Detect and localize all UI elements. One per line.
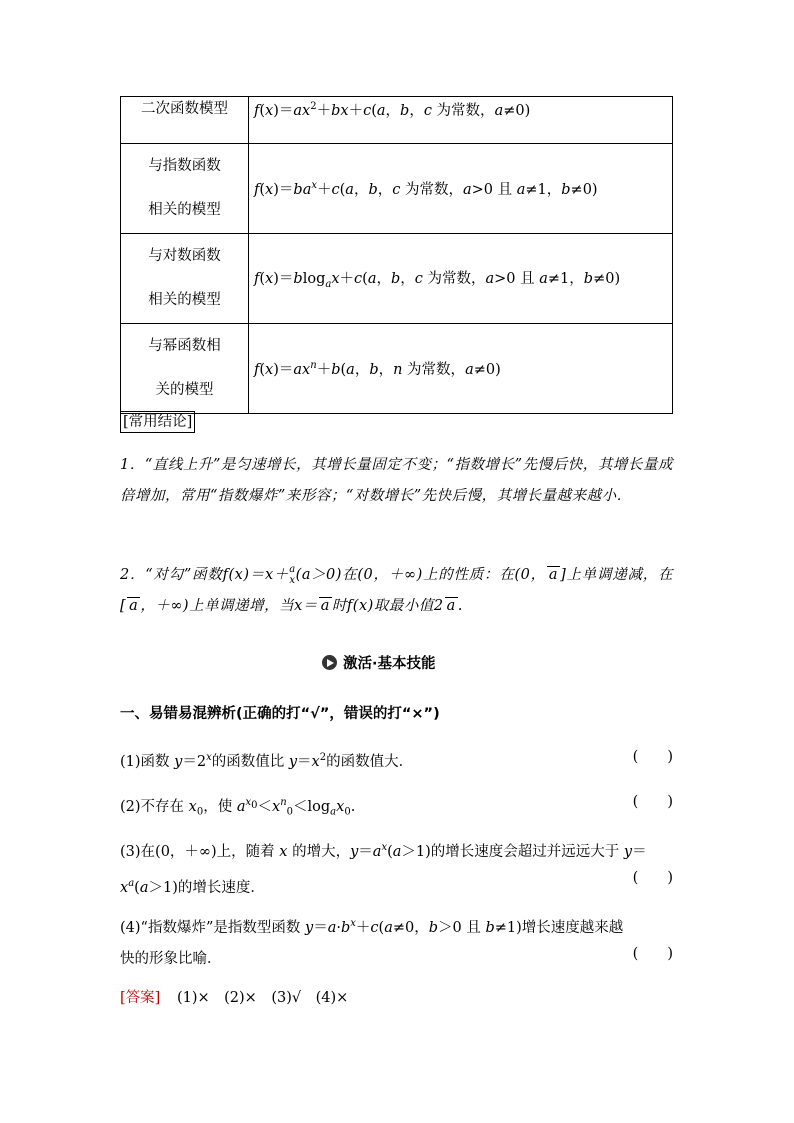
model-formula-cell: $f(x)=ax^n+b(a$，b，n 为常数，a≠0) — [249, 324, 673, 414]
question-1: (1)函数 $y=2^x$的函数值比 $y=x^2$的函数值大． ( ) — [120, 742, 673, 778]
answer-line — [120, 986, 348, 1007]
model-name-cell: 与幂函数相 关的模型 — [121, 324, 249, 414]
play-icon — [322, 655, 337, 670]
model-formula-cell: $f(x)=ax^2+bx+c(a$，b，c 为常数，a≠0) — [249, 97, 673, 144]
answer-paren: ( ) — [632, 794, 673, 810]
answer-paren: ( ) — [632, 749, 673, 765]
table-row — [121, 97, 673, 144]
exercise-title: 一、易错易混辨析(正确的打“√”，错误的打“×”) — [120, 706, 440, 722]
model-formula-cell: f(x)＝blog$_a$x＋c(a，b，c 为常数，a>0 且 a≠1，b≠0) — [249, 234, 673, 324]
table-row — [121, 324, 673, 414]
question-2: (2)不存在 $x_0$，使 $a^{x_0}<x^n_0<\log_ax_0$. ( ) — [120, 787, 673, 828]
table-row — [121, 234, 673, 324]
model-name-cell: 与指数函数 相关的模型 — [121, 144, 249, 234]
table-row — [121, 144, 673, 234]
question-3: (3)在(0，＋∞)上，随着 x 的增大，$y=a^x(a>1)$的增长速度会超过并远远大于 y＝ $x^a(a>1)$的增长速度． ( ) — [120, 842, 673, 896]
section-heading: 激活·基本技能 — [322, 652, 436, 673]
common-conclusions-tag: [常用结论] — [120, 411, 195, 433]
model-name-cell: 与对数函数 相关的模型 — [121, 234, 249, 324]
conclusion-1: 1．“直线上升”是匀速增长，其增长量固定不变；“指数增长”先慢后快，其增长量成倍增加，常用“指数爆炸”来形容；“对数增长”先快后慢，其增长量越来越小． — [120, 457, 673, 504]
model-formula-cell: $f(x)=ba^x+c(a$，b，c 为常数，a>0 且 a≠1，b≠0) — [249, 144, 673, 234]
function-model-table — [120, 96, 673, 414]
answer-paren: ( ) — [632, 946, 673, 962]
answer-label: [答案] — [120, 990, 161, 1006]
question-4: (4)“指数爆炸”是指数型函数 $y=a\cdot b^x+c(a\ne 0$，b＞0 且 b≠1)增长速度越来越 快的形象比喻． ( ) — [120, 908, 673, 975]
model-name-cell: 二次函数模型 — [121, 97, 249, 144]
conclusion-2: 2．“对勾”函数f(x)＝x＋ a x (a＞0)在(0，＋∞)上的性质：在(0， a ]上单调递减，在[ a ，＋∞)上单调递增，当x＝ a 时f(x)取最小值2 a . — [120, 564, 674, 614]
answer-text: (1)× (2)× (3)√ (4)× — [176, 990, 349, 1006]
answer-paren: ( ) — [632, 870, 673, 886]
